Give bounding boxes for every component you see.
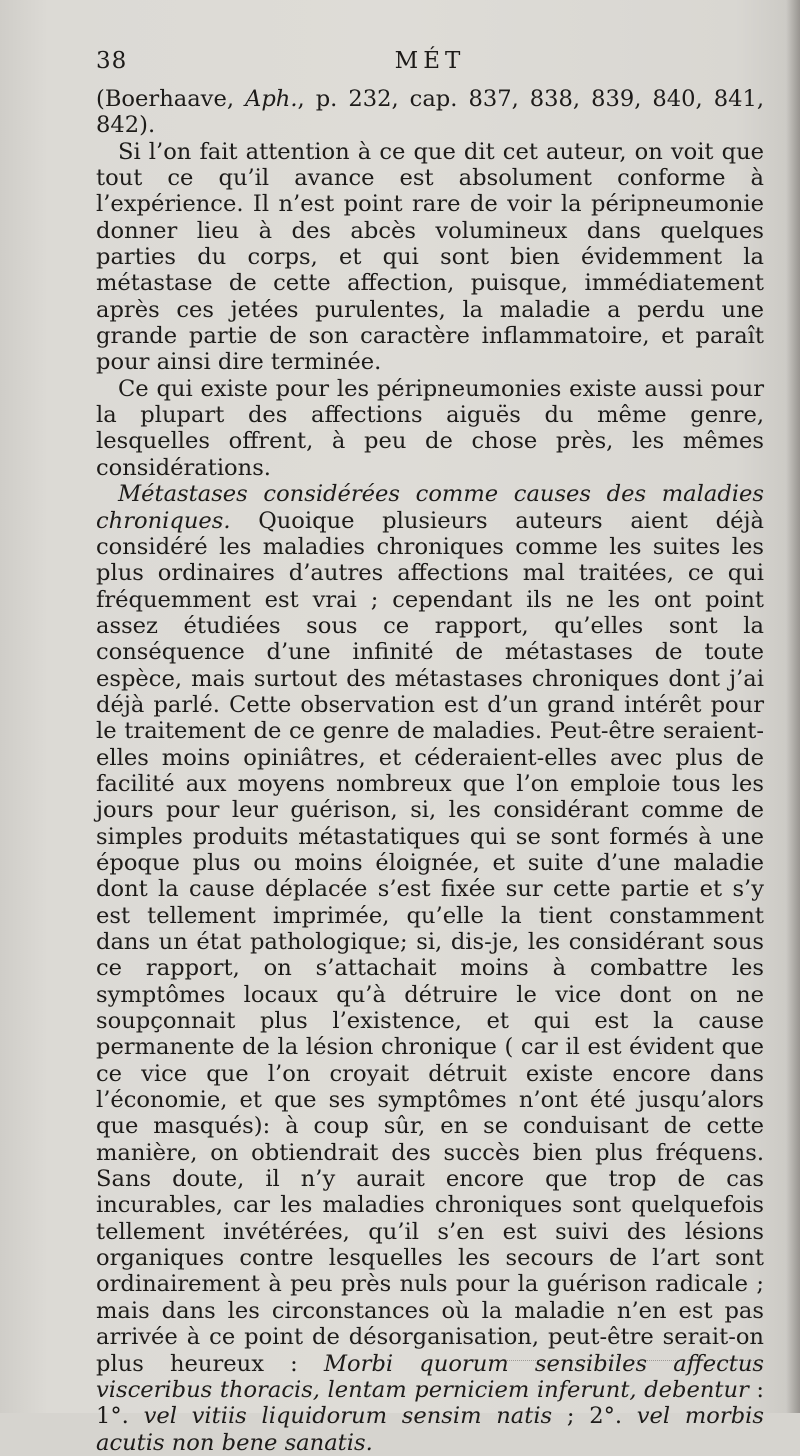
italic-text: vel morbis acutis non bene sanatis. (96, 1403, 764, 1456)
page-stain (500, 1360, 760, 1367)
italic-text: Métastases considérées comme causes des maladies chroniques. (96, 481, 764, 534)
body-text (96, 86, 764, 1456)
paragraph-chronic-metastases (96, 481, 764, 1456)
text-run: , p. 232, cap. 837, 838, 839, 840, 841, 842). (96, 86, 765, 139)
italic-text: Aph. (245, 86, 298, 112)
page-header (96, 48, 764, 82)
text-run: Ce qui existe pour les péripneumonies existe aussi pour la plupart des affections aiguës du même genre, lesquelles offrent, à peu de chose près, les mêmes considérations. (96, 375, 764, 481)
running-head: MÉT (394, 48, 466, 74)
paragraph-acute-affections (96, 376, 764, 481)
italic-text: vel vitiis liquidorum sensim natis (143, 1403, 553, 1430)
italic-text: Morbi quorum sensibiles affectus visceribus thoracis, lentam perniciem inferunt, debentur (96, 1350, 764, 1403)
page-edge-shadow (786, 0, 800, 1413)
text-run: (Boerhaave, (96, 86, 246, 112)
text-run: Si l’on fait attention à ce que dit cet auteur, on voit que tout ce qu’il avance est absolument conforme à l’expérience. Il n’est point rare de voir la péripneumonie donner lieu à des abcès volumineux dans quelques parties du corps, et qui sont bien évidemment la métastase de cette affection, puisque, immédiatement après ces jetées purulentes, la maladie a perdu une grande partie de son caractère inflammatoire, et paraît pour ainsi dire terminée. (96, 138, 764, 376)
page-number: 38 (96, 48, 128, 74)
text-run: ; 2°. (552, 1403, 637, 1430)
paragraph-observation (96, 139, 764, 376)
paragraph-citation (96, 86, 764, 139)
text-run: : 1°. (96, 1376, 764, 1430)
text-run: Quoique plusieurs auteurs aient déjà considéré les maladies chroniques comme les suites les plus ordinaires d’autres affections mal traitées, ce qui fréquemment est vrai ; cependant ils ne les ont point assez étudiées sous ce rapport, qu’elles sont la conséquence d’une infinité de métastases de toute espèce, mais surtout des métastases chroniques dont j’ai déjà parlé. Cette observation est d’un grand intérêt pour le traitement de ce genre de maladies. Peut-être seraient-elles moins opiniâtres, et céderaient-elles avec plus de facilité aux moyens nombreux que l’on emploie tous les jours pour leur guérison, si, les considérant comme de simples produits métastatiques qui se sont formés à une époque plus ou moins éloignée, et suite d’une maladie dont la cause déplacée s’est fixée sur cette partie et s’y est tellement imprimée, qu’elle la tient constamment dans un état pathologique; si, dis-je, les considérant sous ce rapport, on s’attachait moins à combattre les symptômes locaux qu’à détruire le vice dont on ne soupçonnait plus l’existence, et qui est la cause permanente de la lésion chronique ( car il est évident que ce vice que l’on croyait détruit existe encore dans l’économie, et que ses symptômes n’ont été jusqu’alors que masqués): à coup sûr, en se conduisant de cette manière, on obtiendrait des succès bien plus fréquens. Sans doute, il n’y aurait encore que trop de cas incurables, car les maladies chroniques sont quelquefois tellement invétérées, qu’il s’en est suivi des lésions organiques contre lesquelles les secours de l’art sont ordinairement à peu près nuls pour la guérison radicale ; mais dans les circonstances où la maladie n’en est pas arrivée à ce point de désorganisation, peut-être serait-on plus heureux : (96, 507, 764, 1377)
